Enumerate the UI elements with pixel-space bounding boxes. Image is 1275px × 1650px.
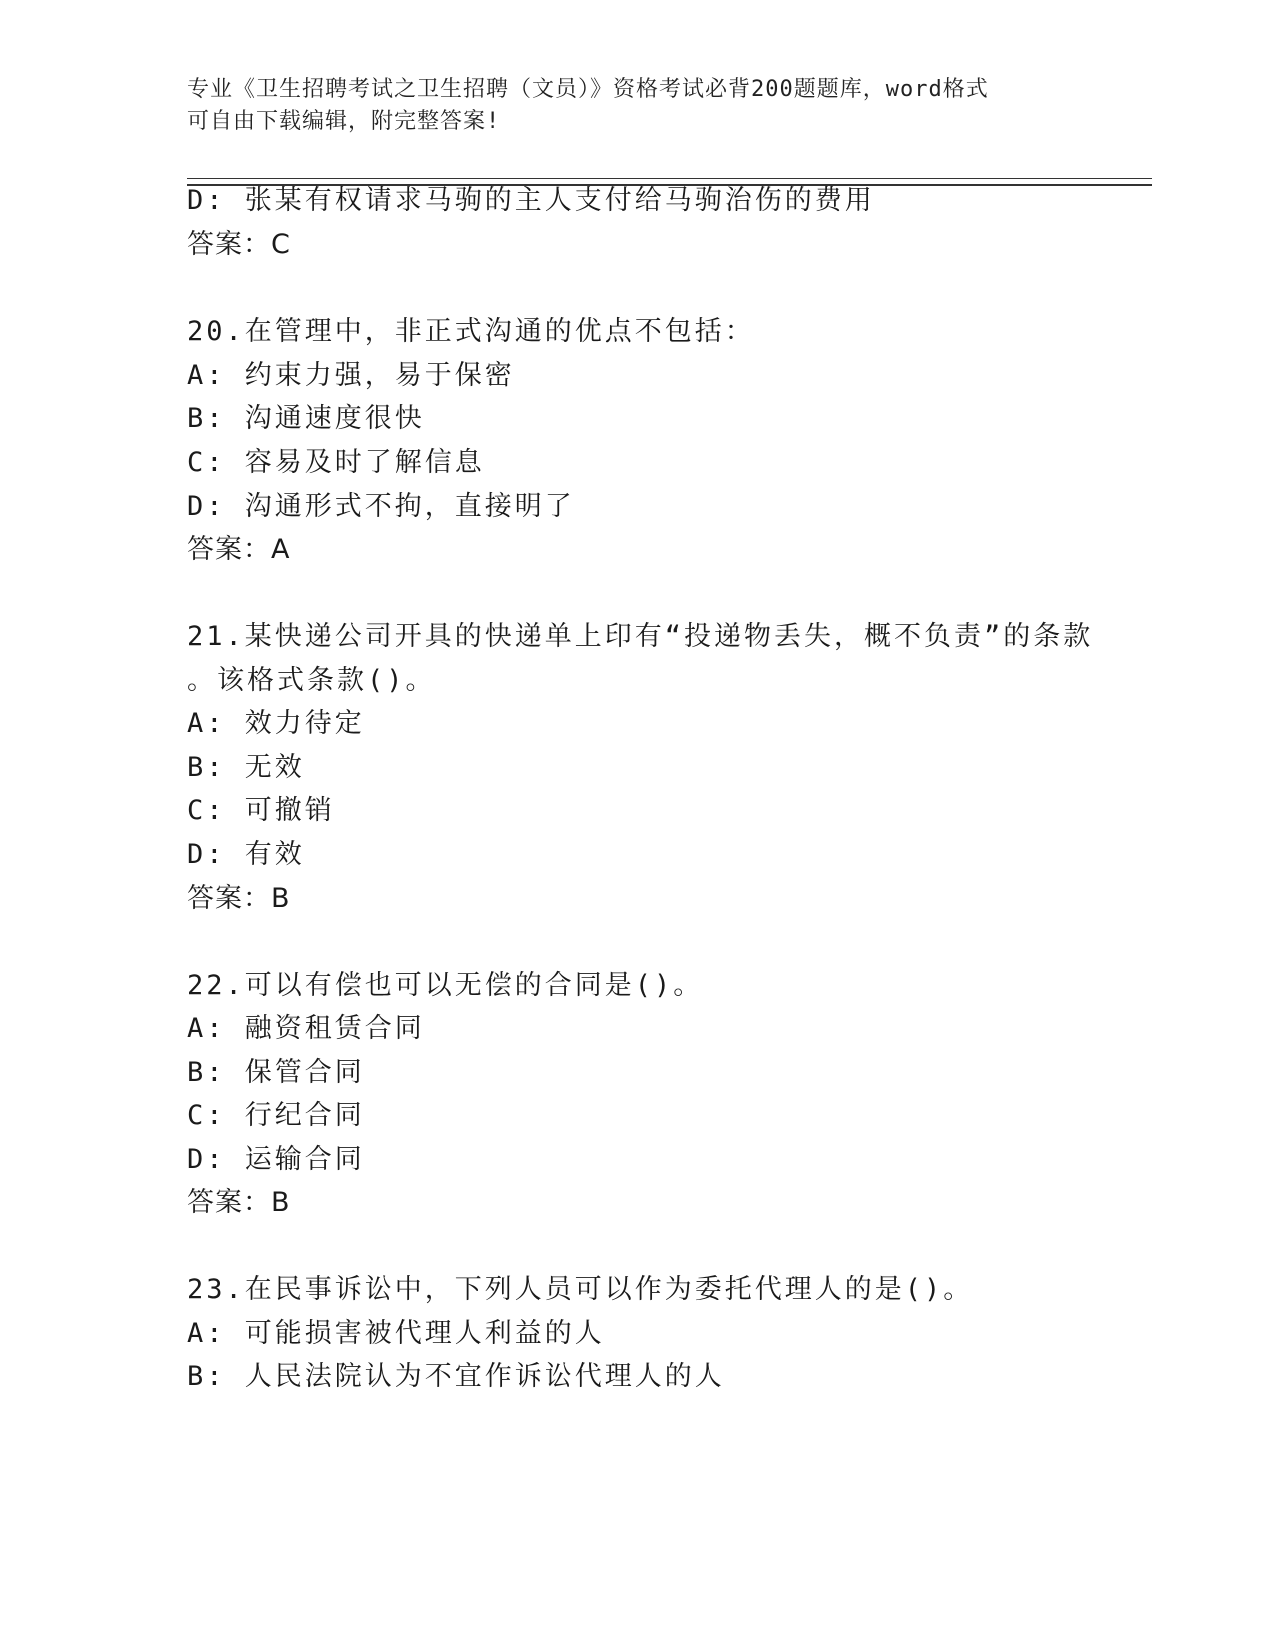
option-a-q20: A: 约束力强，易于保密 [187,360,515,391]
option-b-q21: B: 无效 [187,752,305,783]
option-c-q20: C: 容易及时了解信息 [187,447,485,478]
header-line-2: 可自由下载编辑，附完整答案! [187,109,501,134]
option-b-q22: B: 保管合同 [187,1057,365,1088]
option-a-q22: A: 融资租赁合同 [187,1013,425,1044]
option-b-q20: B: 沟通速度很快 [187,403,425,434]
option-d-q22: D: 运输合同 [187,1144,365,1175]
option-d-q19: D: 张某有权请求马驹的主人支付给马驹治伤的费用 [187,185,875,216]
document-header [187,74,1087,138]
question-20: 20.在管理中，非正式沟通的优点不包括： [187,316,755,347]
option-a-q23: A: 可能损害被代理人利益的人 [187,1318,605,1349]
option-c-q22: C: 行纪合同 [187,1100,365,1131]
option-d-q20: D: 沟通形式不拘，直接明了 [187,491,575,522]
question-21-line-1: 21.某快递公司开具的快递单上印有“投递物丢失，概不负责”的条款 [187,621,1094,652]
option-d-q21: D: 有效 [187,839,305,870]
option-b-q23: B: 人民法院认为不宜作诉讼代理人的人 [187,1361,725,1392]
answer-q21: 答案：B [187,883,291,914]
answer-q20: 答案：A [187,534,291,565]
option-c-q21: C: 可撤销 [187,795,335,826]
question-22: 22.可以有偿也可以无偿的合同是()。 [187,970,704,1001]
question-23: 23.在民事诉讼中，下列人员可以作为委托代理人的是()。 [187,1274,974,1305]
option-a-q21: A: 效力待定 [187,708,365,739]
answer-q22: 答案：B [187,1187,291,1218]
header-line-1: 专业《卫生招聘考试之卫生招聘（文员）》资格考试必背200题题库，word格式 [187,77,989,102]
answer-q19: 答案：C [187,229,291,260]
question-21-line-2: 。该格式条款()。 [187,665,436,696]
